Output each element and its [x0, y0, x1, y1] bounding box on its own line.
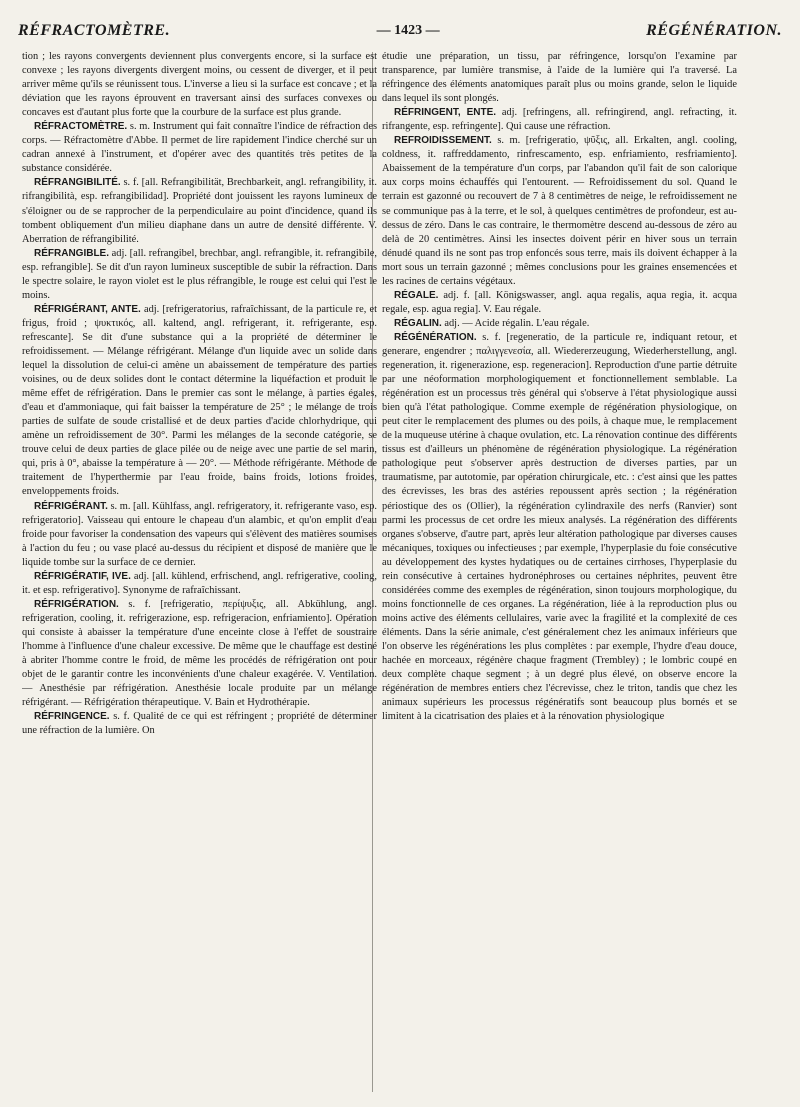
entry-headword: RÉGÉNÉRATION.	[394, 331, 477, 343]
left-column	[22, 50, 377, 1095]
right-column	[382, 50, 737, 1095]
page-header	[18, 18, 782, 44]
entry-headword: RÉFRINGENT, ENTE.	[394, 107, 497, 119]
entry-text: s. m. Instrument qui fait connaître l'indice de réfraction des corps. — Réfractomètre d'Abbe. Il permet de lire rapidement l'indice cherché sur un cadran annexé à l'instrument, et d'opérer avec des quantités très petites de la substance considérée.	[22, 121, 377, 175]
entry-text: adj. f. [all. Königswasser, angl. aqua regalis, aqua regia, it. acqua regale, esp. agua regia]. V. Eau régale.	[382, 289, 737, 315]
entry-headword: RÉFRIGÉRATION.	[34, 598, 119, 610]
entry-headword: RÉFRANGIBILITÉ.	[34, 177, 121, 189]
entry-text: adj. [all. refrangibel, brechbar, angl. refrangible, it. refrangibile, esp. refrangible]. Se dit d'un rayon lumineux susceptible de subir la réfraction. Dans le spectre solaire, le rayon violet est le plus réfrangible, le rouge est celui qui l'est le moins.	[22, 247, 377, 301]
entry-text: s. f. [all. Refrangibilität, Brechbarkeit, angl. refrangibility, it. rifrangibilità, esp. refrangibilidad]. Propriété dont jouissent les rayons lumineux de s'éloigner ou de se rapprocher de la perpendiculaire au point d'incidence, quand ils tombent obliquement d'un milieu diaphane dans un autre de densité différente. V. Aberration de réfrangibilité.	[22, 177, 377, 245]
continuation-paragraph	[382, 50, 737, 106]
entry-text: s. m. [refrigeratio, ψῦξις, all. Erkalten, angl. cooling, coldness, it. raffreddamento, rinfrescamento, esp. enfriamiento, resfriamiento]. Abaissement de la température d'un corps, par l'abandon qu'il fait de son calorique aux corps moins échauffés qui l'entourent. — Refroidissement du sol. Quand le terrain est gazonné ou recouvert de 7 à 8 centimètres de neige, le refroidissement ne se communique pas à la terre, et le sol, à quelques centimètres de profondeur, est au-dessus de zéro. Dans le cas contraire, le thermomètre descend au-dessous de zéro au delà de 20 centimètres. Ainsi les insectes doivent périr en hiver sous un terrain dénudé quand ils ne sont pas trop enfoncés sous terre, mais ils doivent échapper à la mort sous un terrain gazonné ; mêmes conclusions pour les graines ensemencées et les racines de certains végétaux.	[382, 135, 737, 287]
entry-headword: RÉFRIGÉRANT.	[34, 500, 108, 512]
dictionary-entry	[22, 500, 377, 570]
dictionary-entry	[382, 289, 737, 317]
dictionary-entry	[382, 317, 737, 331]
dictionary-entry	[382, 134, 737, 289]
entry-headword: REFROIDISSEMENT.	[394, 135, 492, 147]
dictionary-entry	[22, 176, 377, 246]
entry-text: adj. — Acide régalin. L'eau régale.	[441, 317, 590, 329]
entry-headword: RÉFRIGÉRATIF, IVE.	[34, 570, 131, 582]
dictionary-entry	[22, 570, 377, 598]
entry-headword: RÉFRINGENCE.	[34, 711, 110, 723]
entry-headword: RÉFRACTOMÈTRE.	[34, 121, 128, 133]
entry-headword: RÉFRANGIBLE.	[34, 247, 109, 259]
entry-headword: RÉFRIGÉRANT, ANTE.	[34, 303, 141, 315]
dictionary-entry	[22, 598, 377, 710]
entry-headword: RÉGALE.	[394, 289, 439, 301]
entry-text: s. f. [regeneratio, de la particule re, indiquant retour, et generare, engendrer ; παλιγγενεσία, all. Wiedererzeugung, Wiederherstellung, angl. regeneration, it. rigenerazione, esp. regeneracion]. Reproduction d'une partie détruite par une néoformation morphologiquement et fonctionnellement semblable. La régénération est un processus très général qui s'observe à l'état physiologique aussi bien qu'à l'état pathologique. Comme exemple de régénération physiologique, on peut citer le remplacement des plumes ou des poils, à chaque mue, le remplacement de la muqueuse utérine à chaque ovulation, etc. La rénovation continue des différents tissus est d'ailleurs un phénomène de régénération physiologique. La régénération pathologique peut s'observer après destruction de diverses parties, par un traumatisme, par autotomie, par opération chirurgicale, etc. : c'est ainsi que les pattes des écrevisses, les bras des astéries repoussent après section ; la régénération périostique des os (Ollier), la régénération cylindraxile des nerfs (Ranvier) sont parmi les processus de cet ordre les mieux analysés. La régénération des différents organes s'observe, d'autre part, après leur altération pathologique par diverses causes mécaniques, toxiques ou infectieuses ; par exemple, l'hyperplasie du foie consécutive au développement des kystes hydatiques ou de certaines cirrhoses, l'hyperplasie du rein consécutive à certaines hydronéphroses ou certaines néphrites, peuvent être considérées comme des exemples de régénération, sinon toujours morphologique, du moins fonctionnelle de ces organes. La régénération, liée à la reproduction plus ou moins active des éléments cellulaires, varie avec la fragilité et la complexité de ces éléments. Dans la série animale, c'est généralement chez les animaux inférieurs que l'on observe les régénérations les plus complètes : par exemple, l'hydre d'eau douce, hachée en morceaux, régénère chaque fragment (Trembley) ; le lombric coupé en deux complète chaque segment ; à un degré plus élevé, on observe encore la régénération de membres entiers chez l'écrevisse, chez le triton, tandis que chez les animaux supérieurs les processus régénératifs sont beaucoup plus bornés et se limitent à la cicatrisation des plaies et à la rénovation physiologique	[382, 331, 737, 723]
entry-headword: RÉGALIN.	[394, 317, 442, 329]
dictionary-entry	[22, 247, 377, 303]
dictionary-entry	[22, 120, 377, 176]
entry-text: étudie une préparation, un tissu, par réfringence, lorsqu'on l'examine par transparence, par lumière transmise, à l'aide de la lumière qui l'a traversé. La réfringence des éléments anatomiques paraît plus ou moins grande, selon le liquide dans lequel ils sont plongés.	[382, 51, 737, 105]
dictionary-entry	[382, 331, 737, 724]
entry-text: s. f. Qualité de ce qui est réfringent ; propriété de déterminer une réfraction de la lumière. On	[22, 711, 377, 737]
running-head-left: RÉFRACTOMÈTRE.	[18, 22, 171, 39]
running-head-right: RÉGÉNÉRATION.	[646, 22, 782, 39]
entry-text: s. m. [all. Kühlfass, angl. refrigeratory, it. refrigerante vaso, esp. refrigeratorio]. Vaisseau qui entoure le chapeau d'un alambic, et qu'on emplit d'eau froide pour favoriser la condensation des vapeurs qui s'élèvent des matières soumises à l'action du feu ; ou vase placé au-dessus du récipient et disposé de manière que le liquide tombe sur la surface de ce dernier.	[22, 500, 377, 568]
dictionary-entry	[22, 303, 377, 500]
entry-text: s. f. [refrigeratio, περίψυξις, all. Abkühlung, angl. refrigeration, cooling, it. refrigerazione, esp. refrigeracion, enfriamiento]. Opération qui consiste à abaisser la température d'une enceinte close à l'effet de soustraire l'homme à l'influence d'une chaleur excessive. De même que le chauffage est destiné à abriter l'homme contre le froid, de même les procédés de réfrigération ont pour objet de le garantir contre les inconvénients d'une chaleur exagérée. V. Ventilation. — Anesthésie par réfrigération. Anesthésie locale produite par un mélange réfrigérant. — Réfrigération thérapeutique. V. Bain et Hydrothérapie.	[22, 598, 377, 709]
entry-text: adj. [all. kühlend, erfrischend, angl. refrigerative, cooling, it. et esp. refrigerativo]. Synonyme de rafraîchissant.	[22, 570, 377, 596]
page-number: — 1423 —	[376, 23, 440, 38]
entry-text: adj. [refrigeratorius, rafraîchissant, de la particule re, et frigus, froid ; ψυκτικός, all. kaltend, angl. refrigerant, it. refrigerante, esp. refrescante]. Se dit d'une substance qui a la propriété de déterminer le refroidissement. — Mélange réfrigérant. Mélange d'un liquide avec un solide dans lequel la dissolution de celui-ci amène un abaissement de température des parties voisines, ou de deux solides dont le contact détermine la liquéfaction et produit le même effet de réfrigération. Dans le premier cas sont le mélange, à parties égales, d'eau et d'ammoniaque, qui fait baisser la température de 25° ; le mélange de trois parties de sulfate de soude cristallisé et de deux parties d'acide chlorhydrique, qui amène un refroidissement de 30°. Parmi les mélanges de la seconde catégorie, se trouve celui de deux parties de glace pilée ou de neige avec une partie de sel marin, qui, pris à 0°, abaisse la température à — 20°. — Méthode réfrigérante. Méthode de traitement de l'hyperthermie par l'eau froide, bains froids, lotions froides, enveloppements froids.	[22, 303, 377, 498]
entry-text: tion ; les rayons convergents deviennent plus convergents encore, si la surface est convexe ; les rayons divergents divergent moins, ou cessent de diverger, et il peut arriver même qu'ils se réunissent tous. L'inverse a lieu si la surface est concave ; et la déviation que les rayons éprouvent en traversant ainsi des surfaces convexes ou concaves est d'autant plus forte que la courbure de la surface est plus grande.	[22, 51, 377, 119]
dictionary-entry	[22, 710, 377, 738]
entry-text: adj. [refringens, all. refringirend, angl. refracting, it. rifrangente, esp. refringente]. Qui cause une réfraction.	[382, 107, 737, 133]
dictionary-entry	[382, 106, 737, 134]
continuation-paragraph	[22, 50, 377, 120]
